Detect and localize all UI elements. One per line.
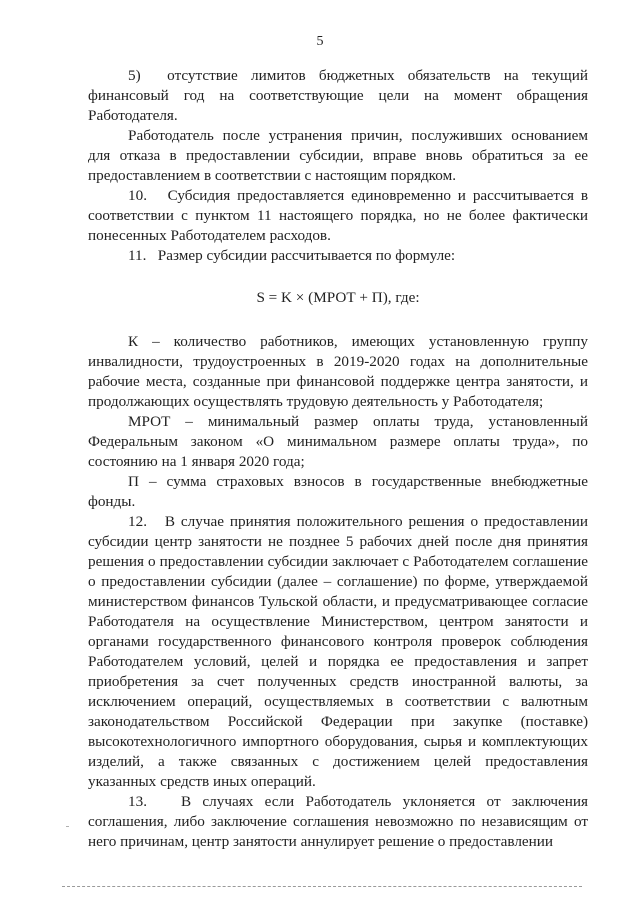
definition-mrot: МРОТ – минимальный размер оплаты труда, установленный Федеральным законом «О минимальном размере оплаты труда», по состоянию на 1 января 2020 года; xyxy=(88,413,588,470)
document-body xyxy=(88,66,588,852)
clause-13: 13. В случаях если Работодатель уклоняется от заключения соглашения, либо заключение соглашения невозможно по независящим от него причинам, центр занятости аннулирует решение о предоставлении xyxy=(88,793,588,850)
paragraph-item-5: 5) отсутствие лимитов бюджетных обязательств на текущий финансовый год на соответствующие цели на момент обращения Работодателя. xyxy=(88,67,588,124)
clause-11: 11. Размер субсидии рассчитывается по формуле: xyxy=(128,247,456,264)
paragraph-resubmission: Работодатель после устранения причин, послуживших основанием для отказа в предоставлении субсидии, вправе вновь обратиться за ее предоставлением в соответствии с настоящим порядком. xyxy=(88,127,588,184)
definition-k: К – количество работников, имеющих установленную группу инвалидности, трудоустроенных в 2019-2020 годах на дополнительные рабочие места, созданные при финансовой поддержке центра занятости, и продолжающих осуществлять трудовую деятельность у Работодателя; xyxy=(88,333,588,410)
scan-artifact xyxy=(66,826,69,827)
scan-artifact-line xyxy=(62,886,582,888)
clause-12: 12. В случае принятия положительного решения о предоставлении субсидии центр занятости не позднее 5 рабочих дней после дня принятия решения о предоставлении субсидии заключает с Работодателем соглашение о предоставлении субсидии (далее – соглашение) по форме, утверждаемой министерством финансов Тульской области, и предусматривающее согласие Работодателя на осуществление Министерством, центром занятости и органами государственного финансового контроля проверок соблюдения Работодателем условий, целей и порядка ее предоставления и запрет приобретения за счет полученных средств иностранной валюты, за исключением операций, осуществляемых в соответствии с валютным законодательством Российской Федерации при закупке (поставке) высокотехнологичного импортного оборудования, сырья и комплектующих изделий, а также связанных с достижением целей предоставления указанных средств иных операций. xyxy=(88,513,588,790)
clause-10: 10. Субсидия предоставляется единовременно и рассчитывается в соответствии с пунктом 11 настоящего порядка, но не более фактически понесенных Работодателем расходов. xyxy=(88,187,588,244)
subsidy-formula: S = K × (МРОТ + П), где: xyxy=(256,289,420,306)
definition-p: П – сумма страховых взносов в государственные внебюджетные фонды. xyxy=(88,473,588,510)
page-number: 5 xyxy=(316,34,324,49)
